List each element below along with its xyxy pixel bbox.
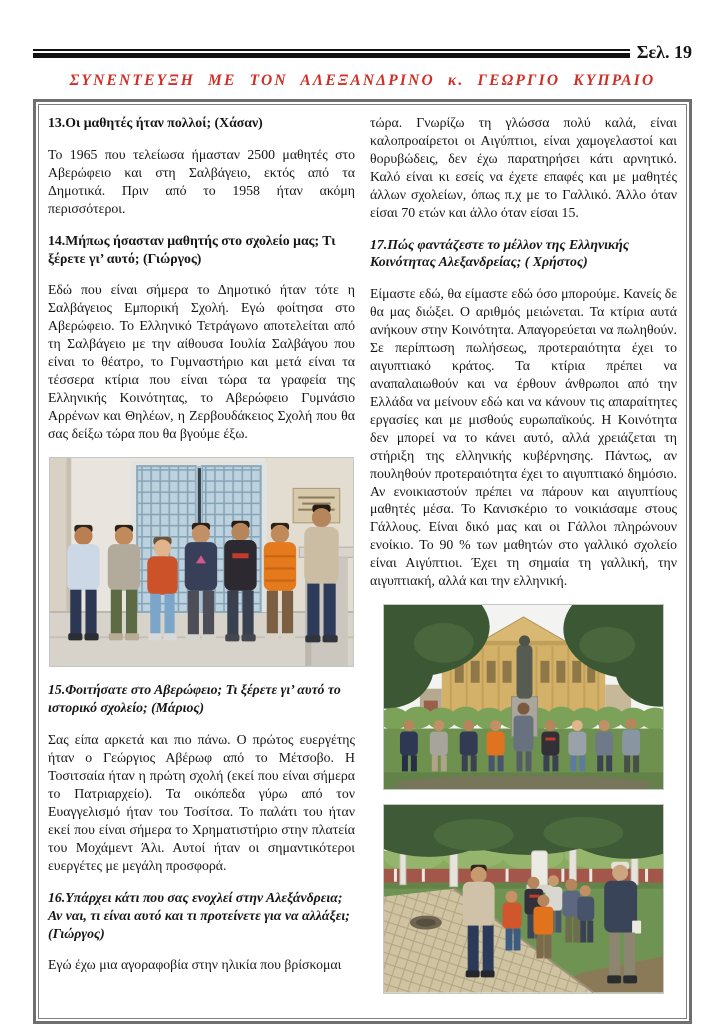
question-16-heading: 16.Υπάρχει κάτι που σας ενοχλεί στην Αλεξάνδρεια; Αν ναι, τι είναι αυτό και τι προτείνετε για να αλλάξει; (Γιώργος)	[48, 889, 350, 941]
content-box	[33, 99, 692, 1024]
question-14-answer: Εδώ που είναι σήμερα το Δημοτικό ήταν τότε η Σαλβάγειος Εμπορική Σχολή. Εγώ φοίτησα στο Αβερώφειο. Το Ελληνικό Τετράγωνο αποτελείται από τη Σαλβάγειο με την αίθουσα Ιουλία Σαλβάγου που είναι το θέατρο, το Γυμναστήριο και μετά είναι τα τέσσερα κτίρια που είναι τώρα τα γραφεία της Ελληνικής Κοινότητας, το Αβερώφειο Γυμνάσιο Αρρένων και Θηλέων, η Ζερβουδάκειος Σχολή που θα σας δείξω τώρα που θα βγούμε έξω.	[48, 282, 355, 441]
article-title: ΣΥΝΕΝΤΕΥΞΗ ΜΕ ΤΟΝ ΑΛΕΞΑΝΔΡΙΝΟ κ. ΓΕΩΡΓΙΟ ΚΥΠΡΑΙΟ	[69, 72, 656, 89]
question-13-answer: Το 1965 που τελείωσα ήμασταν 2500 μαθητές στο Αβερώφειο και στη Σαλβάγειο, εκτός από τα Δημοτικά. Πριν από το 1958 ήταν ακόμη περισσότεροι.	[48, 146, 355, 216]
page-number: Σελ. 19	[636, 42, 692, 62]
photo-school-entrance	[49, 457, 355, 668]
photo-garden-walk	[383, 804, 664, 993]
question-13-heading: 13.Οι μαθητές ήταν πολλοί; (Χάσαν)	[48, 115, 263, 130]
question-17-answer: Είμαστε εδώ, θα είμαστε εδώ όσο μπορούμε. Κανείς δε θα μας διώξει. Ο αριθμός μειώνεται. Τα κτίρια αυτά ανήκουν στην Κοινότητα. Απαγορεύεται να πωληθούν. Σε περίπτωση πωλήσεως, προτεραιότητα έχει το αιγυπτιακό κράτος. Τα κτίρια πρέπει να αναπαλαιωθούν και να έρθουν άνθρωποι από την Ελλάδα να μείνουν εδώ και να κάνουν τις απαραίτητες εργασίες και με μισθούς ευρωπαϊκούς. Η Κοινότητα δεν μπορεί να το κάνει αυτό, αλλά χρειάζεται τη στήριξη της ελληνικής κυβέρνησης. Πάντως, αν πουληθούν προτεραιότητα έχει το αιγυπτιακό δημόσιο. Αν ενοικιαστούν πρέπει να πάρουν και αιγυπτίους μαθητές μέσα. Το Κανισκέριο το νοικιάσαμε στους Γάλλους. Είναι δικό μας και οι Γάλλοι πληρώνουν ενοίκιο. Το 90 % των μαθητών στο γαλλικό σχολείο είναι Αιγύπτιοι. Έχει τη σημαία τη γαλλική, την αιγυπτιακή, αλλά και την ελληνική.	[370, 286, 677, 589]
question-15-heading: 15.Φοιτήσατε στο Αβερώφειο; Τι ξέρετε γι’ αυτό το ιστορικό σχολείο; (Μάριος)	[48, 682, 341, 716]
question-16-answer-start: Εγώ έχω μια αγοραφοβία στην ηλικία που βρίσκομαι	[48, 957, 342, 973]
content-frame	[38, 104, 687, 1019]
header-rule	[33, 49, 630, 58]
question-15-answer: Σας είπα αρκετά και πιο πάνω. Ο πρώτος ευεργέτης ήταν ο Γεώργιος Αβέρωφ από το Μέτσοβο. Η Τοσιτσαία ήταν η πρώτη σχολή (εκεί που είναι σήμερα το Πατριαρχείο). Τα οικόπεδα γύρω από τον Ευαγγελισμό ήταν του Τοσίτσα. Το παλάτι του ήταν εκεί που είναι σήμερα το Χρηματιστήριο στην πλατεία του Μοχάμεντ Άλι. Αυτοί ήταν οι σημαντικότεροι ευεργέτες με μεγάλη προσφορά.	[48, 732, 355, 873]
question-16-answer-continued: τώρα. Γνωρίζω τη γλώσσα πολύ καλά, είναι καλοπροαίρετοι οι Αιγύπτιοι, είναι χαμογελαστοί και θορυβώδεις, δεν έχω παρατηρήσει κάτι αρνητικό. Καλό είναι κι εσείς να έχετε επαφές και με μαθητές άλλων σχολείων, όπως π.χ με το Γαλλικό. Άλλο όταν είσαι 70 ετών και άλλο όταν είσαι 15.	[370, 115, 677, 220]
right-column	[370, 114, 677, 1008]
question-14-heading: 14.Μήπως ήσασταν μαθητής στο σχολείο μας; Τι ξέρετε γι’ αυτό; (Γιώργος)	[48, 232, 336, 266]
left-column	[48, 114, 355, 1008]
page-header	[33, 42, 692, 63]
question-17-heading: 17.Πώς φαντάζεστε το μέλλον της Ελληνικής Κοινότητας Αλεξανδρείας; ( Χρήστος)	[370, 236, 629, 270]
photo-statue-group	[383, 604, 664, 790]
